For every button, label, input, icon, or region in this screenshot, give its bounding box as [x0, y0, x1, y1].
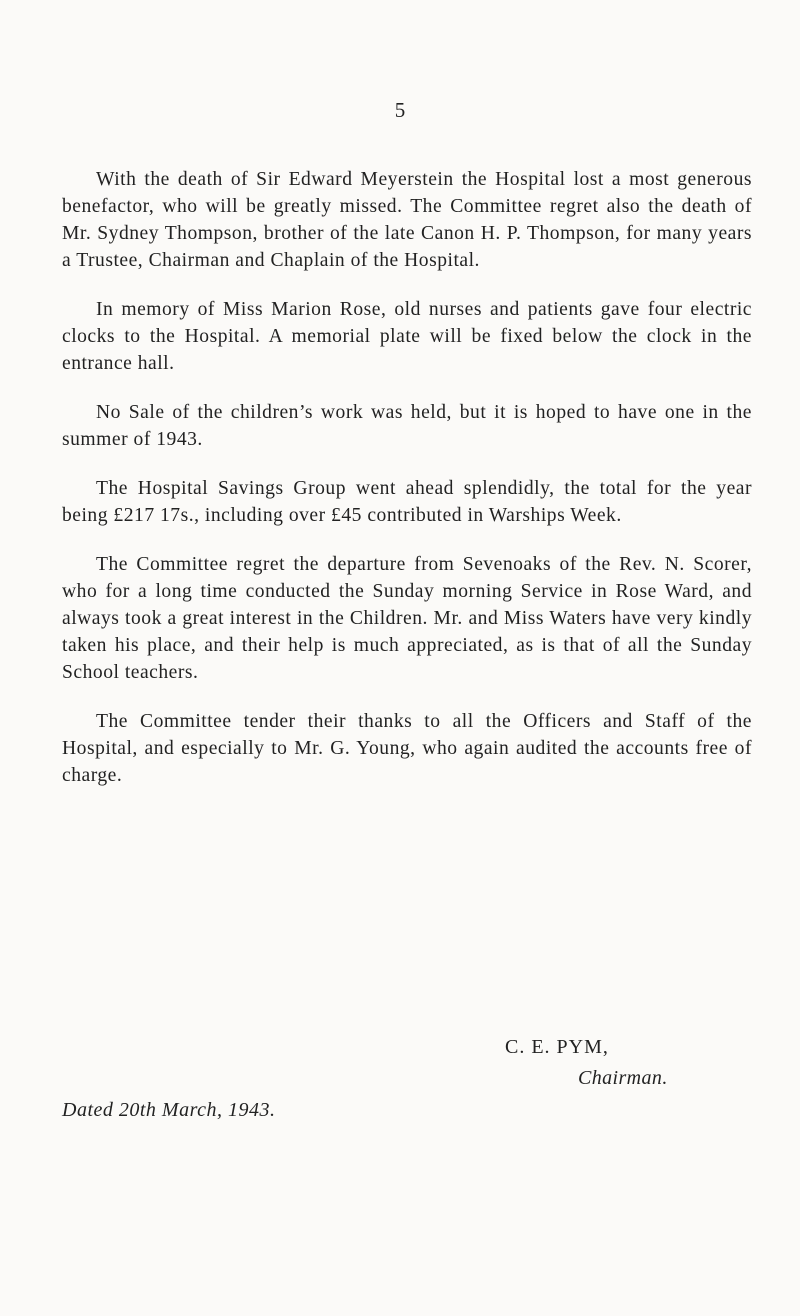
paragraph-savings-group: The Hospital Savings Group went ahead splendidly, the total for the year being £217 17s., including over £45 contributed in Warships Week. — [62, 478, 752, 526]
paragraph-thanks: The Committee tender their thanks to all the Officers and Staff of the Hospital, and especially to Mr. G. Young, who again audited the accounts free of charge. — [62, 711, 752, 786]
paragraph-marion-rose: In memory of Miss Marion Rose, old nurses and patients gave four electric clocks to the Hospital. A memorial plate will be fixed below the clock in the entrance hall. — [62, 299, 752, 374]
dated-line: Dated 20th March, 1943. — [62, 1099, 276, 1121]
paragraph-sale: No Sale of the children’s work was held, but it is hoped to have one in the summer of 1943. — [62, 402, 752, 450]
paragraph-meyerstein: With the death of Sir Edward Meyerstein the Hospital lost a most generous benefactor, who will be greatly missed. The Committee regret also the death of Mr. Sydney Thompson, brother of the late Canon H. P. Thompson, for many years a Trustee, Chairman and Chaplain of the Hospital. — [62, 169, 752, 271]
report-body — [62, 166, 752, 789]
page-number: 5 — [394, 98, 406, 122]
paragraph-rev-scorer: The Committee regret the departure from Sevenoaks of the Rev. N. Scorer, who for a long time conducted the Sunday morning Service in Rose Ward, and always took a great interest in the Children. Mr. and Miss Waters have very kindly taken his place, and their help is much appreciated, as is that of all the Sunday School teachers. — [62, 554, 752, 683]
signature-name: C. E. PYM, — [505, 1036, 609, 1058]
signature-title: Chairman. — [578, 1067, 668, 1089]
